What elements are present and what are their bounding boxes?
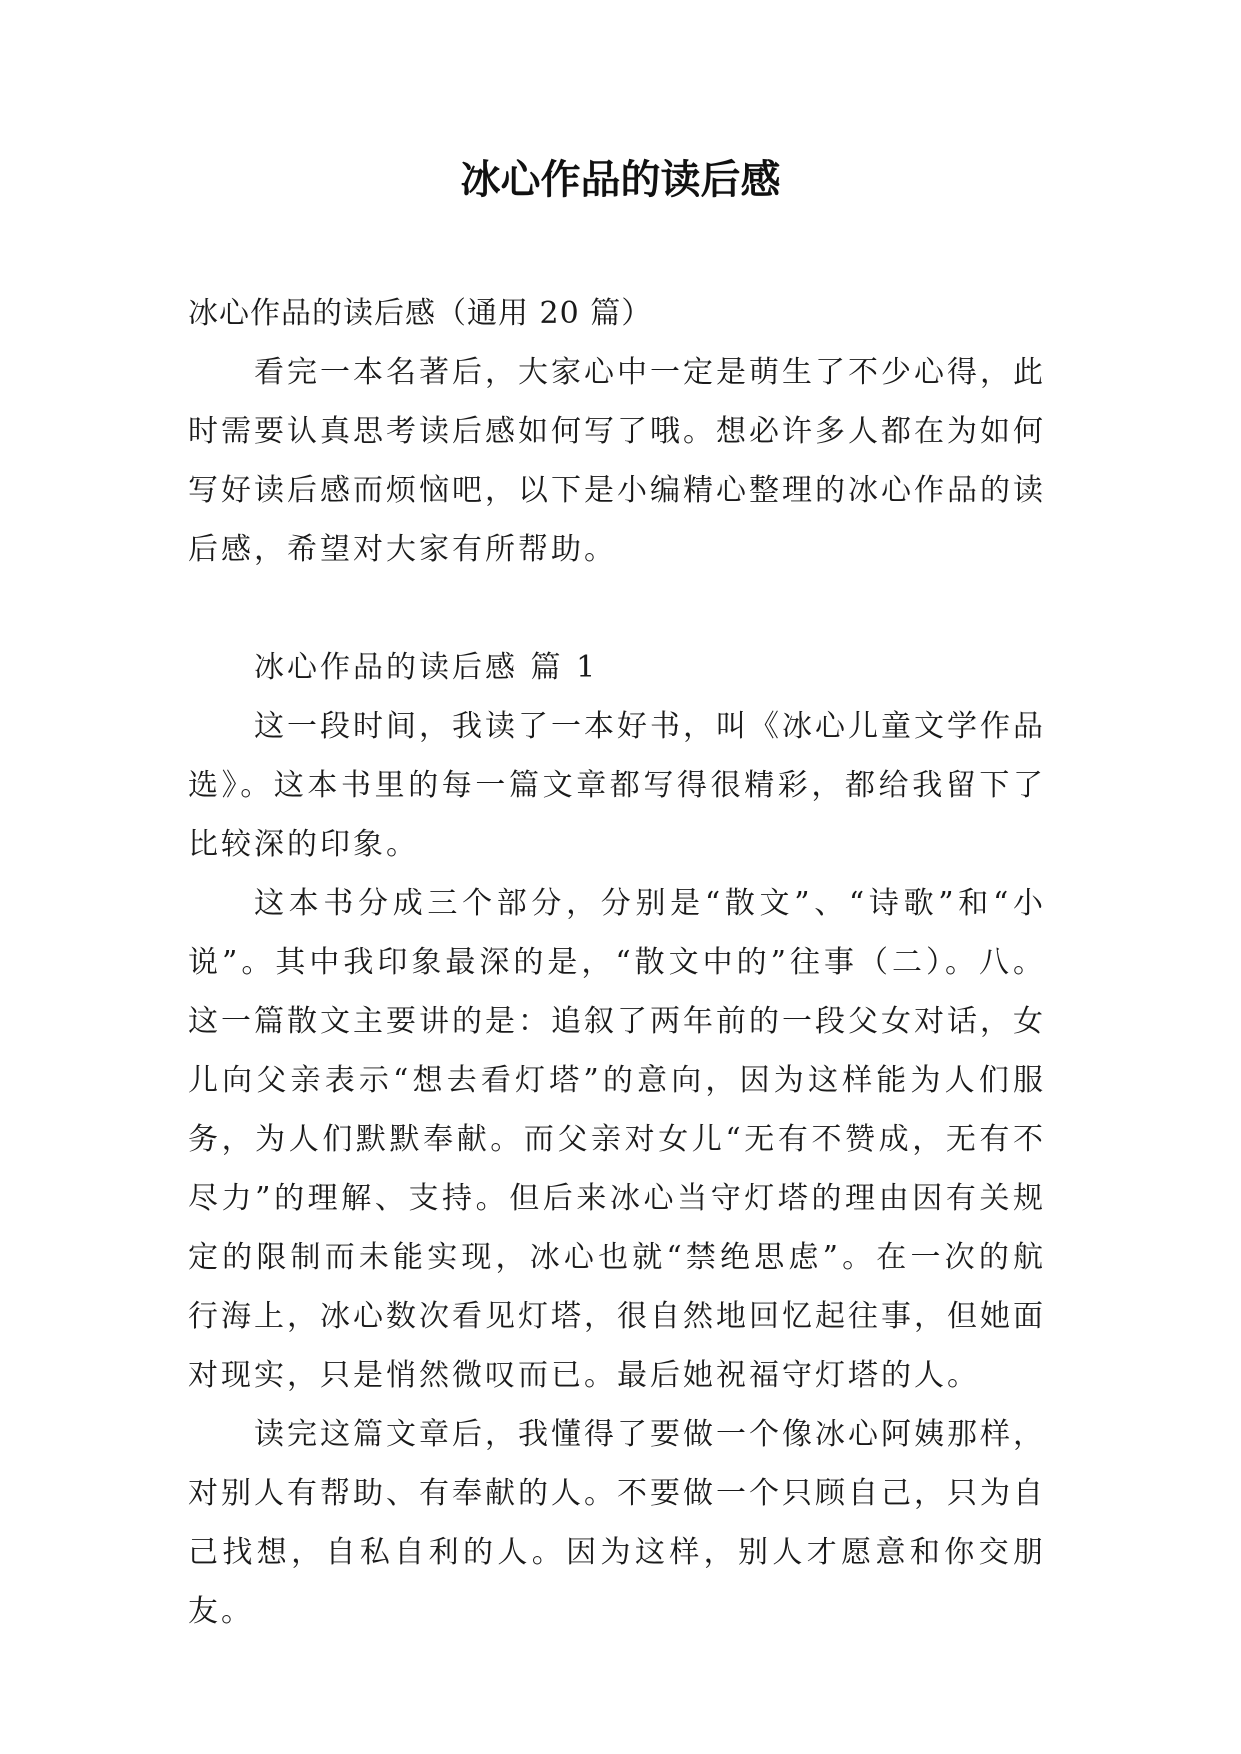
section-heading: 冰心作品的读后感 篇 1 <box>254 650 599 685</box>
document-title: 冰心作品的读后感 <box>460 157 781 203</box>
body-paragraph: 这一段时间，我读了一本好书，叫《冰心儿童文学作品选》。这本书里的每一篇文章都写得很精彩，都给我留下了比较深的印象。 <box>188 709 1046 862</box>
document-subtitle: 冰心作品的读后感（通用 20 篇） <box>188 296 653 331</box>
section-spacer <box>188 579 1046 638</box>
body-paragraph: 这本书分成三个部分，分别是“散文”、“诗歌”和“小说”。其中我印象最深的是，“散文中的”往事（二）。八。这一篇散文主要讲的是：追叙了两年前的一段父女对话，女儿向父亲表示“想去看灯塔”的意向，因为这样能为人们服务，为人们默默奉献。而父亲对女儿“无有不赞成，无有不尽力”的理解、支持。但后来冰心当守灯塔的理由因有关规定的限制而未能实现，冰心也就“禁绝思虑”。在一次的航行海上，冰心数次看见灯塔，很自然地回忆起往事，但她面对现实，只是悄然微叹而已。最后她祝福守灯塔的人。 <box>188 886 1046 1393</box>
document-body <box>188 284 1046 1641</box>
intro-paragraph: 看完一本名著后，大家心中一定是萌生了不少心得，此时需要认真思考读后感如何写了哦。想必许多人都在为如何写好读后感而烦恼吧，以下是小编精心整理的冰心作品的读后感，希望对大家有所帮助。 <box>188 355 1046 567</box>
body-paragraph: 读完这篇文章后，我懂得了要做一个像冰心阿姨那样，对别人有帮助、有奉献的人。不要做一个只顾自己，只为自己找想，自私自利的人。因为这样，别人才愿意和你交朋友。 <box>188 1417 1046 1629</box>
